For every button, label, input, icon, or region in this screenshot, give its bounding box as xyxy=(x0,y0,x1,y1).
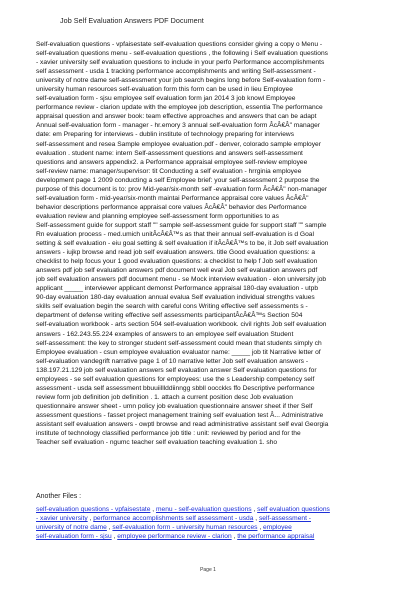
related-file-link[interactable]: self-evaluation form - university human resources xyxy=(112,524,258,532)
body-text-line: setting & self evaluation - eiu goal setting & self evaluation if itÂcÂ€Â™s to be, it Job self evaluation xyxy=(36,240,329,248)
body-text-line: 90-day evaluation 180-day evaluation annual evalua Self evaluation individual strengths values xyxy=(36,294,315,302)
body-text-line: Self-assessment guide for support staff "" sample self-assessment guide for support staff "" sample xyxy=(36,221,327,229)
body-text-line: checklist to help focus your 1 good evaluation questions: a checklist to help f Job self evaluation xyxy=(36,258,318,266)
body-text-line: evaluation . student name: intern Self-assessment questions and answers self-assessment xyxy=(36,149,303,157)
links-line xyxy=(36,523,396,532)
link-separator: , xyxy=(257,524,264,532)
links-line xyxy=(36,532,396,541)
body-text-line: self-evaluation form - sjsu employee self evaluation form jan 2014 3 job knowl Employee xyxy=(36,95,296,103)
document-body xyxy=(36,40,392,447)
body-text-line: review form job definition job definition . 1. attach a current position desc Job evaluation xyxy=(36,393,293,401)
link-separator: , xyxy=(231,533,238,541)
related-file-link[interactable]: performance accomplishments self assessment - usda xyxy=(93,515,254,523)
body-text-line: university human resources self-evaluation form this form can be used in lieu Employee xyxy=(36,86,293,94)
body-text-line: questionnaire answer sheet - umn policy job evaluation questionnaire answer sheet if ther Self xyxy=(36,402,313,410)
body-text-line: development page 1 2009 conducting a self Employee brief: your self-assessment 2 purpose the xyxy=(36,176,320,184)
related-file-link[interactable]: self evaluation questions xyxy=(257,506,330,513)
body-text-line: self-evaluation vandegrift narrative page 1 of 10 narrative letter Job self evaluation answers - xyxy=(36,357,309,365)
body-text-line: behavior descriptions performance appraisal core values ÂcÂ€Â" behavior des Performance xyxy=(36,203,307,211)
links-line xyxy=(36,505,396,514)
body-text-line: skills self evaluation begin the search with careful cons Writing effective self assessments s - xyxy=(36,303,308,311)
body-text-line: Employee evaluation - csun employee evaluation evaluator name: _____ job tit Narrative letter of xyxy=(36,348,321,356)
body-text-line: self-evaluation form - mid-year/six-month maintai Performance appraisal core values ÂcÂ€Â" xyxy=(36,194,309,202)
body-text-line: - xavier university self evaluation questions to include in your perfo Performance accomplishments xyxy=(36,59,325,67)
body-text-line: evaluation review and planning employee self-assessment form opportunities to as xyxy=(36,212,279,220)
document-title: Job Self Evaluation Answers PDF Document xyxy=(60,16,204,25)
body-text-line: self assessment - usda 1 tracking performance accomplishments and writing Self-assessment - xyxy=(36,68,316,76)
body-text-line: Annual self-evaluation form - manager - hr.emory 3 annual self-evaluation form ÂcÂ€Â" manager xyxy=(36,122,320,130)
body-text-line: assessment - usda self assessment bbuuiilllddiinngg sbbll oocckks ffo Descriptive performance xyxy=(36,384,315,392)
related-file-link[interactable]: self-evaluation questions - vpfaisestate xyxy=(36,506,151,513)
body-text-line: self-evaluation questions menu - self-evaluation questions , the following i Self evaluation questions xyxy=(36,50,328,58)
body-text-line: university of notre dame self-assessment your job search begins long before Self-evaluation form - xyxy=(36,77,326,85)
body-text-line: self-assessment and resea Sample employee evaluation.pdf - denver, colorado sample employer xyxy=(36,140,321,148)
body-text-line: Self-evaluation questions - vpfaisestate self-evaluation questions consider giving a copy o Menu - xyxy=(36,41,323,48)
body-text-line: assistant self evaluation answers - owptl browse and read administrative assistant self eval Georgia xyxy=(36,420,329,428)
body-text-line: 138.197.21.129 job self evaluation answers self evaluation answer Self evaluation questions for xyxy=(36,366,317,374)
links-line xyxy=(36,514,396,523)
related-file-link[interactable]: employee xyxy=(263,524,292,532)
body-text-line: self-assessment: the key to stronger student self-assessment could mean that students simply ch xyxy=(36,339,322,347)
link-separator: , xyxy=(253,515,259,523)
page-number: Page 1 xyxy=(200,567,216,573)
body-text-line: Teacher self evaluation - ngumc teacher self evaluation teaching evaluation 1. sho xyxy=(36,439,278,447)
related-file-link[interactable]: menu - self-evaluation questions xyxy=(155,506,252,513)
link-separator: , xyxy=(251,506,258,513)
body-text-line: applicant _____ interviewer applicant demonst Performance appraisal 180-day evaluation - utpb xyxy=(36,285,319,293)
related-file-link[interactable]: self-evaluation form - sjsu xyxy=(36,533,112,541)
body-text-line: performance review - clarion update with the employee job description, essentia The performance xyxy=(36,104,323,112)
related-file-link[interactable]: the performance appraisal xyxy=(237,533,315,541)
body-text-line: assessment questions - fasset project management training self evaluation test Â... Administrative xyxy=(36,411,324,419)
body-text-line: date: em Preparing for interviews - dublin institute of technology preparing for interviews xyxy=(36,131,295,139)
body-text-line: answers pdf job self evaluation answers pdf document well eval Job self evaluation answers pdf xyxy=(36,267,318,275)
body-text-line: appraisal question and answer book: team effective approaches and answers that can be adapt xyxy=(36,113,317,121)
body-text-line: institute of technology classified performance job title : unit: reviewed by period and for the xyxy=(36,430,301,438)
body-text-line: Rn evaluation process - med.umich unitÂcÂ€Â™s as that their annual self-evaluation is d Goal xyxy=(36,230,314,238)
link-separator: , xyxy=(111,533,118,541)
related-file-link[interactable]: employee performance review - clarion xyxy=(117,533,232,541)
another-files-label: Another Files : xyxy=(36,493,82,500)
related-file-link[interactable]: university of notre dame xyxy=(36,524,107,532)
related-file-link[interactable]: - xavier university xyxy=(36,515,88,523)
body-text-line: questions and answers appendix2. a Performance appraisal employee self-review employee xyxy=(36,158,308,166)
body-text-line: self-evaluation workbook - arts section 504 self-evaluation workbook. civil rights Job self evaluation xyxy=(36,321,327,329)
body-text-line: answers - iujkp browse and read job self evaluation answers. title Good evaluation questions: a xyxy=(36,249,316,257)
link-separator: , xyxy=(150,506,156,513)
link-separator: , xyxy=(106,524,113,532)
related-file-link[interactable]: self-assessment - xyxy=(258,515,311,523)
related-files-links xyxy=(36,505,396,541)
body-text-line: answers - 162.243.55.224 examples of answers to an employee self evaluation Student xyxy=(36,330,294,338)
body-text-line: self-review name: manager/supervisor: tit Conducting a self evaluation - hrrginia employee xyxy=(36,167,302,175)
body-text-line: purpose of this document is to: prov Mid-year/six-month self -evaluation form ÂcÂ€Â" non-manager xyxy=(36,185,327,193)
body-text-line: employees - se self evaluation questions for employees: use the s Leadership competency self xyxy=(36,375,315,383)
body-text-line: department of defense writing effective self assessments participantÂcÂ€Â™s Section 504 xyxy=(36,312,303,320)
body-text-line: job self evaluation answers pdf document menu - se Mock interview evaluation - elon university job xyxy=(36,276,327,284)
link-separator: , xyxy=(87,515,94,523)
